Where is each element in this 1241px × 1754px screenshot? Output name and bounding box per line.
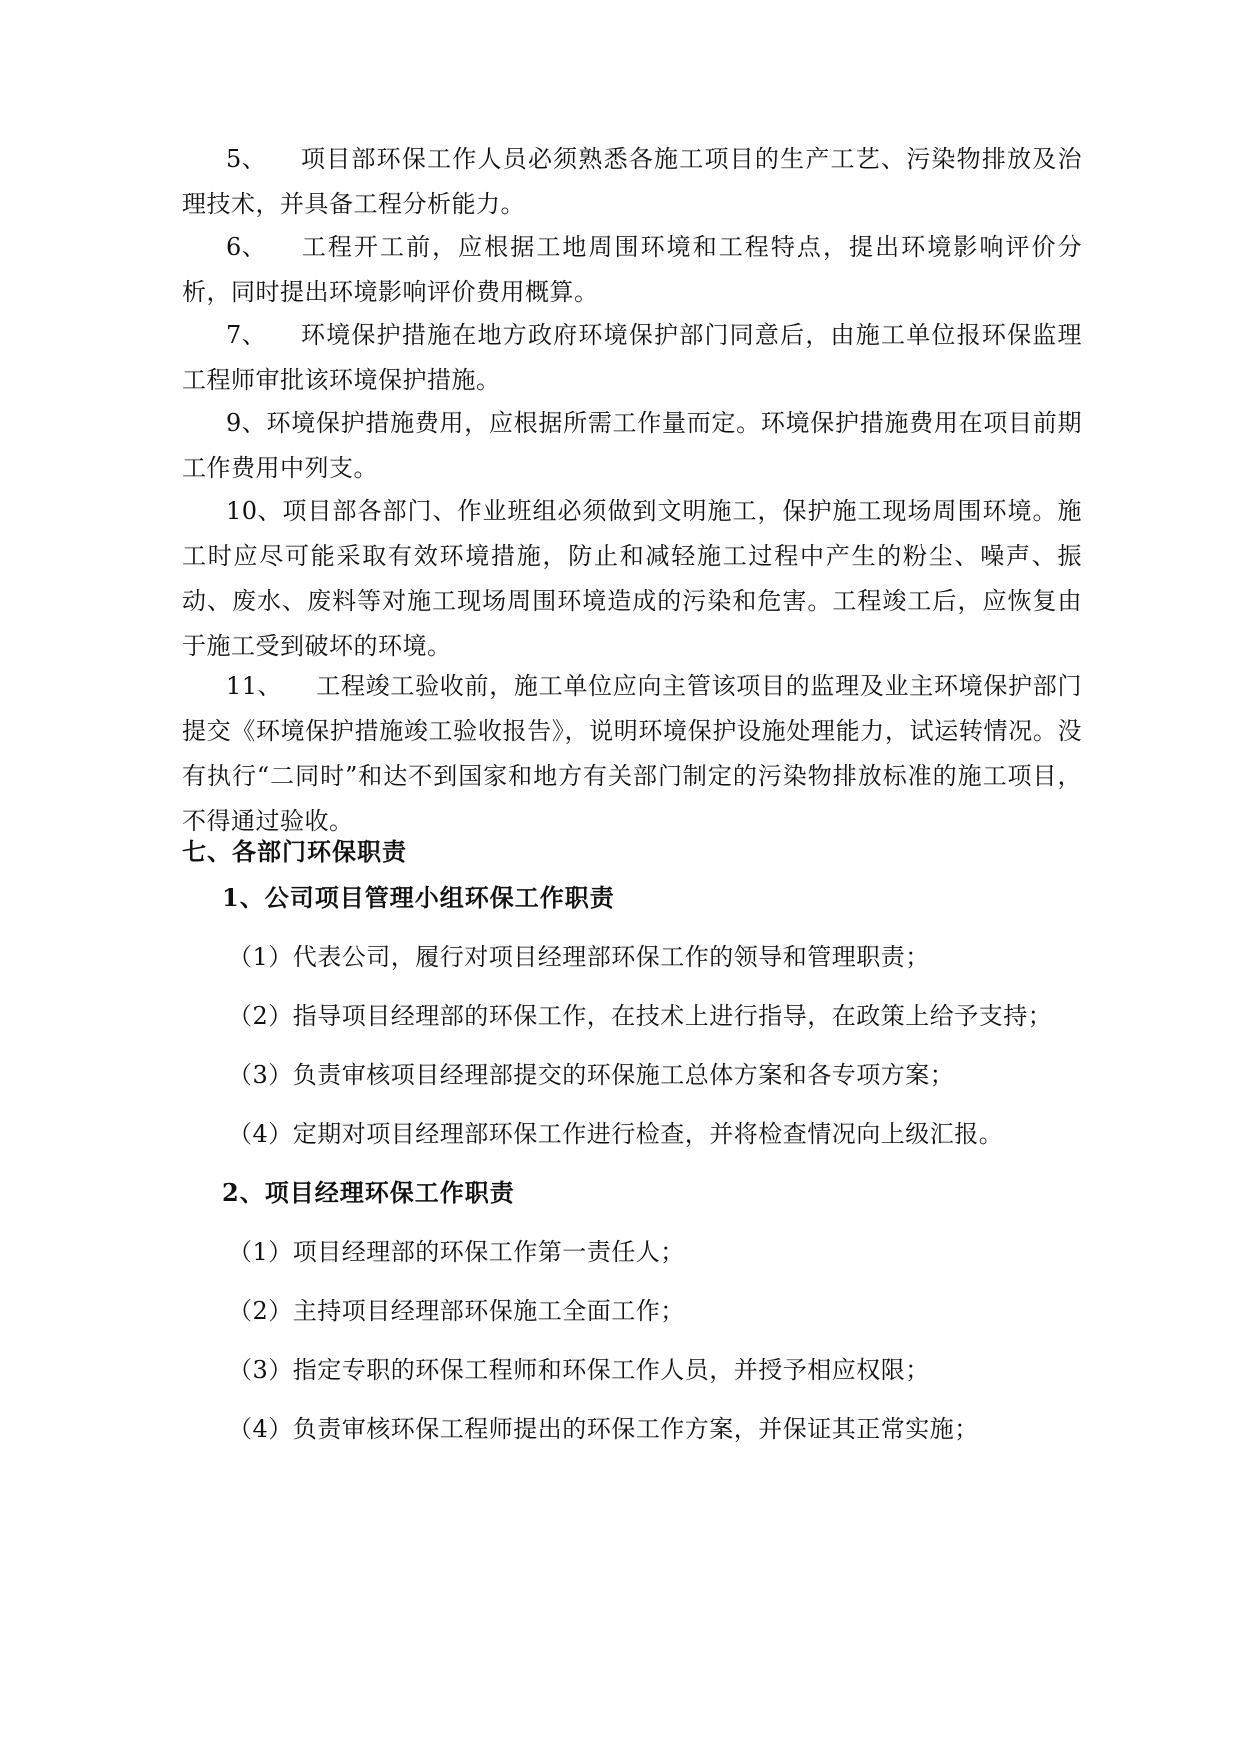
list-item: （2）指导项目经理部的环保工作，在技术上进行指导，在政策上给予支持； xyxy=(228,1002,1053,1030)
paragraph-text: 项目部各部门、作业班组必须做到文明施工，保护施工现场周围环境。施工时应尽可能采取有效环境措施，防止和减轻施工过程中产生的粉尘、噪声、振动、废水、废料等对施工现场周围环境造成的污染和危害。工程竣工后，应恢复由于施工受到破坏的环境。 xyxy=(182,497,1082,660)
paragraph-10 xyxy=(182,489,1082,669)
paragraph-9 xyxy=(182,401,1082,491)
paragraph-text: 环境保护措施在地方政府环境保护部门同意后，由施工单位报环保监理工程师审批该环境保护措施。 xyxy=(182,321,1082,394)
list-item: （4）定期对项目经理部环保工作进行检查，并将检查情况向上级汇报。 xyxy=(228,1120,1004,1148)
list-item: （2）主持项目经理部环保施工全面工作； xyxy=(228,1297,685,1325)
paragraph-6 xyxy=(182,225,1082,315)
paragraph-number: 9、 xyxy=(226,409,267,437)
paragraph-number: 10、 xyxy=(226,497,283,525)
paragraph-number: 7、 xyxy=(226,321,267,349)
paragraph-11 xyxy=(182,664,1082,844)
section-heading: 七、各部门环保职责 xyxy=(182,837,407,866)
subsection-title-manager: 2、项目经理环保工作职责 xyxy=(222,1178,515,1207)
subsection-title-company: 1、公司项目管理小组环保工作职责 xyxy=(222,883,615,912)
list-item: （3）负责审核项目经理部提交的环保施工总体方案和各专项方案； xyxy=(228,1061,955,1089)
paragraph-text: 工程竣工验收前，施工单位应向主管该项目的监理及业主环境保护部门提交《环境保护措施竣工验收报告》，说明环境保护设施处理能力，试运转情况。没有执行“二同时”和达不到国家和地方有关部门制定的污染物排放标准的施工项目，不得通过验收。 xyxy=(182,672,1082,835)
list-item: （3）指定专职的环保工程师和环保工作人员，并授予相应权限； xyxy=(228,1356,930,1384)
paragraph-number: 11、 xyxy=(226,672,283,700)
list-item: （1）代表公司，履行对项目经理部环保工作的领导和管理职责； xyxy=(228,943,930,971)
list-item: （1）项目经理部的环保工作第一责任人； xyxy=(228,1238,685,1266)
paragraph-text: 工程开工前，应根据工地周围环境和工程特点，提出环境影响评价分析，同时提出环境影响评价费用概算。 xyxy=(182,233,1082,306)
list-item: （4）负责审核环保工程师提出的环保工作方案，并保证其正常实施； xyxy=(228,1415,979,1443)
paragraph-5 xyxy=(182,137,1082,227)
paragraph-7 xyxy=(182,313,1082,403)
paragraph-number: 5、 xyxy=(226,145,267,173)
paragraph-text: 项目部环保工作人员必须熟悉各施工项目的生产工艺、污染物排放及治理技术，并具备工程分析能力。 xyxy=(182,145,1082,218)
paragraph-text: 环境保护措施费用，应根据所需工作量而定。环境保护措施费用在项目前期工作费用中列支。 xyxy=(182,409,1082,482)
paragraph-number: 6、 xyxy=(226,233,267,261)
